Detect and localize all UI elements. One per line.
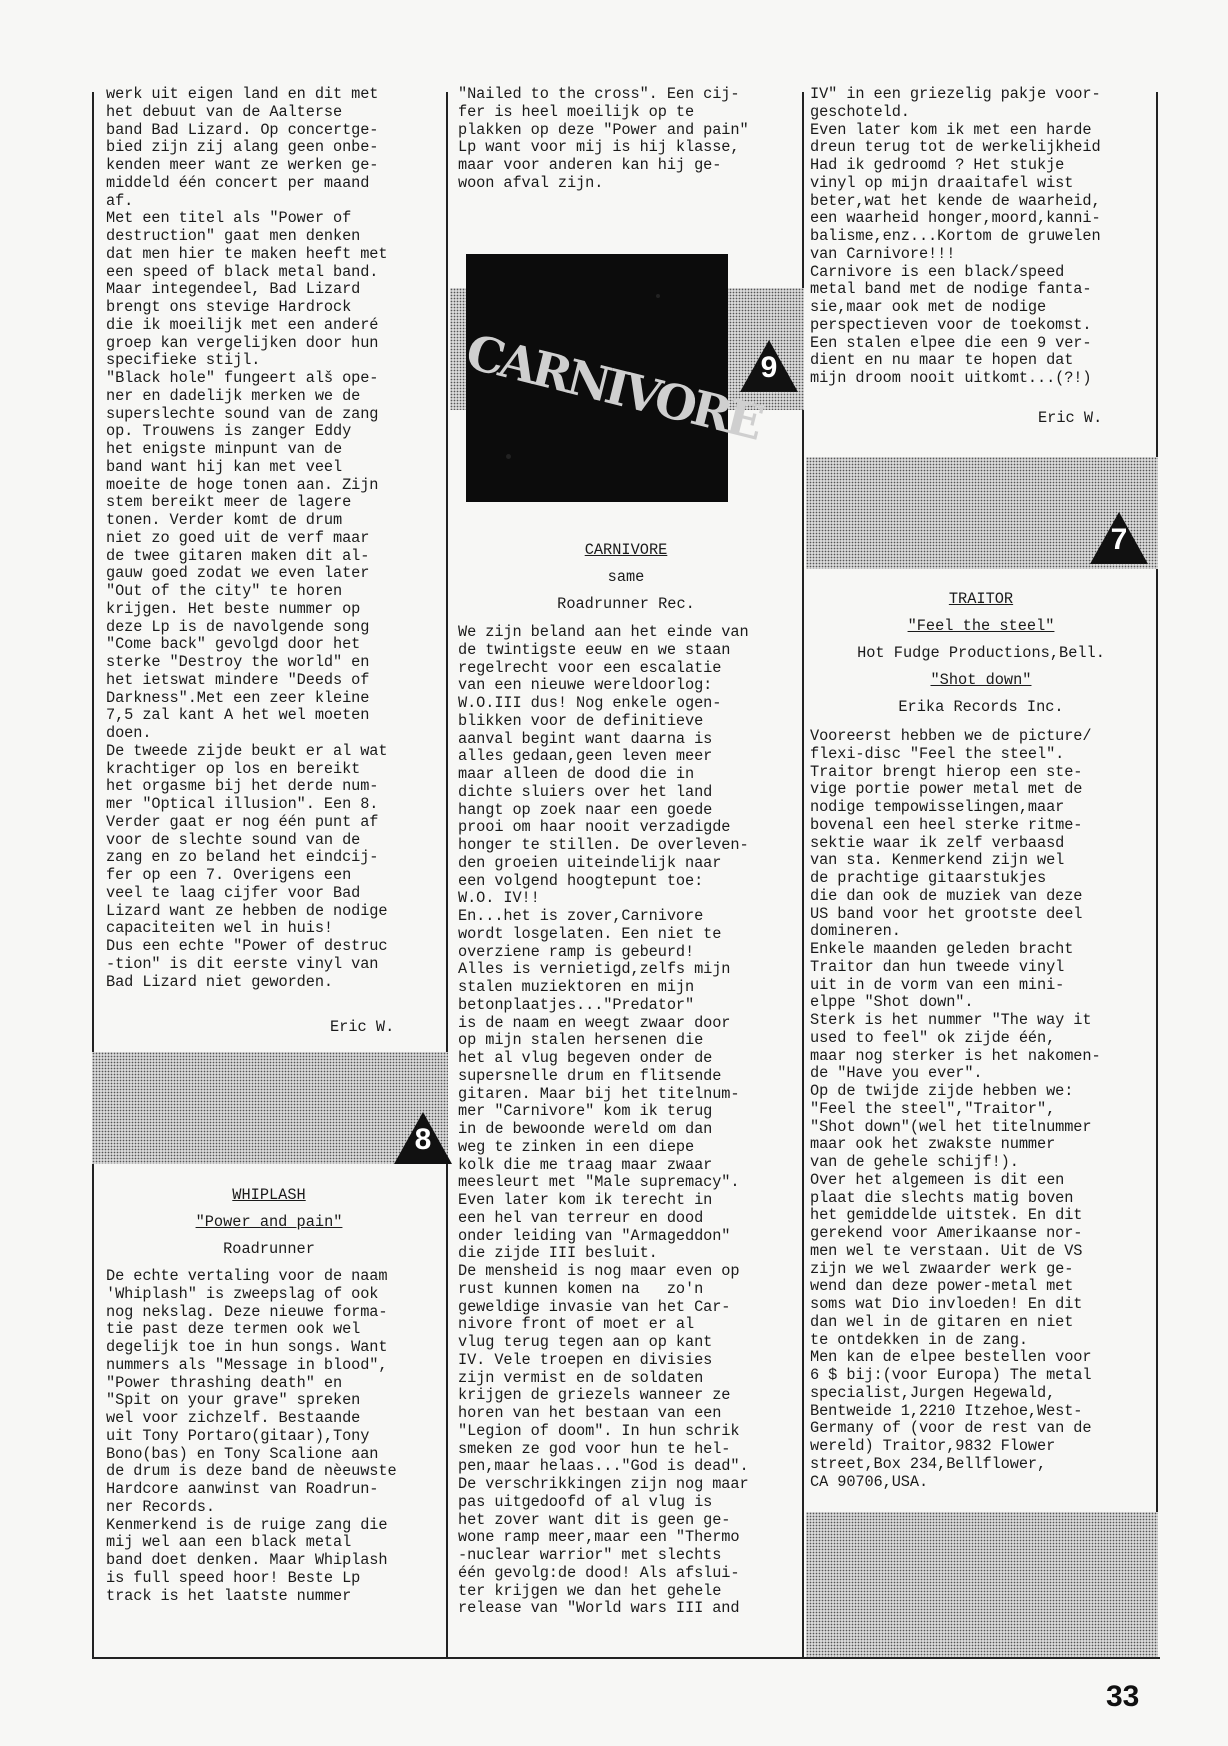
- review-label: Roadrunner: [223, 1240, 315, 1258]
- page-number: 33: [1106, 1680, 1140, 1713]
- review-label-2: Erika Records Inc.: [898, 698, 1064, 716]
- signature: Eric W.: [1038, 409, 1103, 427]
- bottom-dot-band: [806, 1512, 1158, 1657]
- signature: Eric W.: [330, 1018, 395, 1036]
- whiplash-review-continued: "Nailed to the cross". Een cij- fer is heel moeilijk op te plakken op deze "Power and pain" Lp want voor mij is hij klasse, maar voor anderen kan hij ge- woon afval zijn.: [458, 85, 749, 192]
- column-1: [92, 85, 448, 1657]
- cover-logo: CARNIVORE: [460, 324, 766, 452]
- review-album-title: "Power and pain": [195, 1213, 343, 1231]
- review-label: Hot Fudge Productions,Bell.: [857, 644, 1105, 662]
- rating-number: 8: [414, 1123, 432, 1156]
- review-album-title: "Feel the steel": [907, 617, 1055, 635]
- review-band-name: TRAITOR: [948, 590, 1014, 608]
- review-album-title: same: [607, 568, 645, 586]
- rating-number: 9: [760, 351, 778, 384]
- review-album-title-2: "Shot down": [930, 671, 1032, 689]
- column-3: [806, 85, 1158, 1657]
- rating-number: 7: [1110, 523, 1128, 556]
- bad-lizard-review-text: werk uit eigen land en dit met het debuut van de Aalterse band Bad Lizard. Op concertge- bied zijn zij alang geen onbe- kenden meer want ze werken ge- middeld één concert per maand af. Met een titel als "Power of destruction" gaat men denken dat men hier te maken heeft met een speed of black metal band. Maar integendeel, Bad Lizard brengt ons stevige Hardrock die ik moeilijk met een anderé groep kan vergelijken door hun specifieke stijl. "Black hole" fungeert alš ope- ner en dadelijk merken we de superslechte sound van de zang op. Trouwens is zanger Eddy het enigste minpunt van de band want hij kan met veel moeite de hoge tonen aan. Zijn stem bereikt meer de lagere tonen. Verder komt de drum niet zo goed uit de verf maar de twee gitaren maken dit al- gauw goed zodat we even later "Out of the city" te horen krijgen. Het beste nummer op deze Lp is de navolgende song "Come back" gevolgd door het sterke "Destroy the world" en het ietswat mindere "Deeds of Darkness".Met een zeer kleine 7,5 zal kant A het wel moeten doen. De tweede zijde beukt er al wat krachtiger op los en bereikt het orgasme bij het derde num- mer "Optical illusion". Een 8. Verder gaat er nog één punt af voor de slechte sound van de zang en zo beland het eindcij- fer op een 7. Overigens een veel te laag cijfer voor Bad Lizard want ze hebben de nodige capaciteiten wel in huis! Dus een echte "Power of destruc -tion" is dit eerste vinyl van Bad Lizard niet geworden.: [106, 85, 388, 991]
- whiplash-review-text: De echte vertaling voor de naam 'Whiplash" is zweepslag of ook nog nekslag. Deze nieuwe forma- tie past deze termen ook wel degelijk toe in hun songs. Want nummers als "Message in blood", "Power thrashing death" en "Spit on your grave" spreken wel voor zichzelf. Bestaande uit Tony Portaro(gitaar),Tony Bono(bas) en Tony Scalione aan de drum is deze band de nèeuwste Hardcore aanwinst van Roadrun- ner Records. Kenmerkend is de ruige zang die mij wel aan een black metal band doet denken. Maar Whiplash is full speed hoor! Beste Lp track is het laatste nummer: [106, 1267, 397, 1605]
- traitor-review-text: Vooreerst hebben we de picture/ flexi-disc "Feel the steel". Traitor brengt hierop een ste- vige portie power metal met de nodige tempowisselingen,maar bovenal een heel sterke ritme- sektie waar ik zelf verbaasd van sta. Kenmerkend zijn wel de prachtige gitaarstukjes die dan ook de muziek van deze US band voor het grootste deel domineren. Enkele maanden geleden bracht Traitor dan hun tweede vinyl uit in de vorm van een mini- elppe "Shot down". Sterk is het nummer "The way it used to feel" ok zijde één, maar nog sterker is het nakomen- de "Have you ever". Op de twijde zijde hebben we: "Feel the steel","Traitor", "Shot down"(wel het titelnummer maar ook het zwakste nummer van de gehele schijf!). Over het algemeen is dit een plaat die slechts matig boven het gemiddelde uitstek. En dit gerekend voor Amerikaanse nor- men wel te verstaan. Uit de VS zijn we wel zwaarder werk ge- wend dan deze power-metal met soms wat Dio invloeden! En dit dan wel in de gitaren en niet te ontdekken in de zang. Men kan de elpee bestellen voor 6 $ bij:(voor Europa) The metal specialist,Jurgen Hegewald, Bentweide 1,2210 Itzehoe,West- Germany of (voor de rest van de wereld) Traitor,9832 Flower street,Box 234,Bellflower, CA 90706,USA.: [810, 727, 1101, 1491]
- column-2: [450, 85, 804, 1657]
- carnivore-review-text: We zijn beland aan het einde van de twintigste eeuw en we staan regelrecht voor een escalatie van een nieuwe wereldoorlog: W.O.III dus! Nog enkele ogen- blikken voor de definitieve aanval begint want daarna is alles gedaan,geen leven meer maar alleen de dood die in dichte sluiers over het land hangt op zoek naar een goede prooi om haar nooit verzadigde honger te stillen. De overleven- den groeien uiteindelijk naar een volgend hoogtepunt toe: W.O. IV!! En...het is zover,Carnivore wordt losgelaten. Een niet te overziene ramp is gebeurd! Alles is vernietigd,zelfs mijn stalen muziektoren en mijn betonplaatjes..."Predator" is de naam en weegt zwaar door op mijn stalen hersenen die het al vlug begeven onder de supersnelle drum en flitsende gitaren. Maar bij het titelnum- mer "Carnivore" kom ik terug in de bewoonde wereld om dan weg te zinken in een diepe kolk die me traag maar zwaar meesleurt met "Male supremacy". Even later kom ik terecht in een hel van terreur en dood onder leiding van "Armageddon" die zijde III besluit. De mensheid is nog maar even op rust kunnen komen na zo'n geweldige invasie van het Car- nivore front of moet er al vlug terug tegen aan op kant IV. Vele troepen en divisies zijn vermist en de soldaten krijgen de griezels wanneer ze horen van het bestaan van een "Legion of doom". In hun schrik smeken ze god voor hun te hel- pen,maar helaas..."God is dead". De verschrikkingen zijn nog maar pas uitgedoofd of al vlug is het zover want dit is geen ge- wone ramp meer,maar een "Thermo -nuclear warrior" met slechts één gevolg:de dood! Als afslui- ter krijgen we dan het gehele release van "World wars III and: [458, 623, 749, 1618]
- review-label: Roadrunner Rec.: [557, 595, 695, 613]
- album-cover: [460, 254, 766, 502]
- review-band-name: CARNIVORE: [584, 541, 668, 559]
- review-band-name: WHIPLASH: [232, 1186, 306, 1204]
- carnivore-review-continued: IV" in een griezelig pakje voor- geschoteld. Even later kom ik met een harde dreun terug tot de werkelijkheid Had ik gedroomd ? Het stukje vinyl op mijn draaitafel wist beter,wat het kende de waarheid, een waarheid honger,moord,kanni- balisme,enz...Kortom de gruwelen van Carnivore!!! Carnivore is een black/speed metal band met de nodige fanta- sie,maar ook met de nodige perspectieven voor de toekomst. Een stalen elpee die een 9 ver- dient en nu maar te hopen dat mijn droom nooit uitkomt...(?!): [810, 85, 1101, 387]
